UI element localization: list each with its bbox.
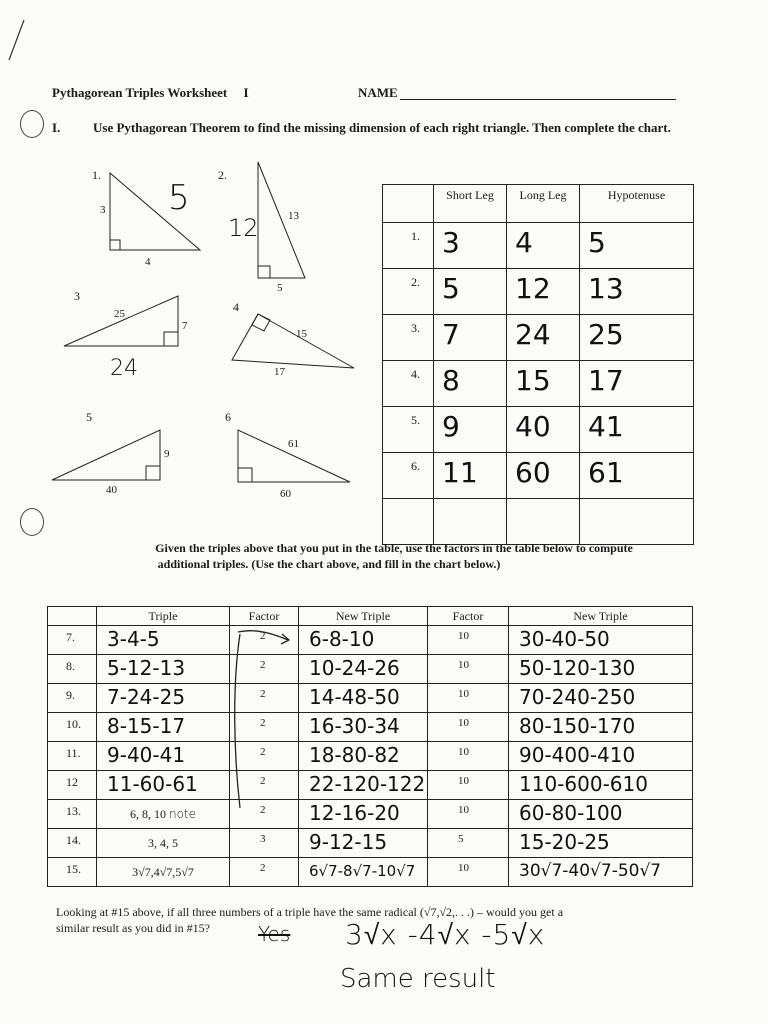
short-leg-cell[interactable]: 3 <box>434 223 507 269</box>
factor-cell: 2 <box>230 858 299 887</box>
table-row <box>48 858 693 887</box>
factor-cell: 3 <box>230 829 299 858</box>
long-leg-cell[interactable]: 24 <box>507 315 580 361</box>
row-number: 9. <box>48 684 97 713</box>
section2-instructions: Given the triples above that you put in the table, use the factors in the table below to compute additional triples. (Use the chart above, and fill in the chart below.) <box>155 541 633 571</box>
chart-header-triple: Triple <box>97 607 230 626</box>
new-triple-cell[interactable]: 12-16-20 <box>299 800 428 829</box>
new-triple-cell-2[interactable]: 50-120-130 <box>509 655 693 684</box>
new-triple-cell[interactable]: 16-30-34 <box>299 713 428 742</box>
section1-instructions: Use Pythagorean Theorem to find the missing dimension of each right triangle. Then complete the chart. <box>93 120 671 135</box>
hypotenuse-cell[interactable]: 13 <box>580 269 694 315</box>
question-answer-yes: Yes <box>258 922 291 946</box>
row-number <box>383 499 434 545</box>
row-number: 5. <box>383 407 434 453</box>
row-number: 6. <box>383 453 434 499</box>
new-triple-cell-2[interactable]: 15-20-25 <box>509 829 693 858</box>
new-triple-cell[interactable]: 22-120-122 <box>299 771 428 800</box>
hypotenuse-cell[interactable] <box>580 499 694 545</box>
triple-cell[interactable]: 11-60-61 <box>97 771 230 800</box>
chart-header-blank <box>48 607 97 626</box>
long-leg-cell[interactable]: 15 <box>507 361 580 407</box>
triangle-2-side-b: 5 <box>277 282 283 294</box>
row-number: 15. <box>48 858 97 887</box>
table-row <box>48 771 693 800</box>
new-triple-cell-2[interactable]: 30√7-40√7-50√7 <box>509 858 693 887</box>
question-text: Looking at #15 above, if all three numbers of a triple have the same radical (√7,√2,. . .) – would you get a similar result as you did in #15? <box>56 905 564 935</box>
row-number: 7. <box>48 626 97 655</box>
factor-cell-2: 10 <box>428 684 509 713</box>
margin-note: note <box>168 807 197 821</box>
long-leg-cell[interactable] <box>507 499 580 545</box>
triangle-1-number: 1. <box>92 168 101 182</box>
factor-cell: 2 <box>230 626 299 655</box>
triangle-3-number: 3 <box>74 289 80 303</box>
hypotenuse-cell[interactable]: 61 <box>580 453 694 499</box>
row-number: 13. <box>48 800 97 829</box>
question-answer-expression: 3√x -4√x -5√x <box>345 918 546 951</box>
table-row <box>48 684 693 713</box>
name-line[interactable] <box>400 99 676 100</box>
chart-header-new-triple: New Triple <box>299 607 428 626</box>
chart-header-factor-2: Factor <box>428 607 509 626</box>
hypotenuse-cell[interactable]: 25 <box>580 315 694 361</box>
triangle-1-side-b: 4 <box>145 256 151 268</box>
new-triple-cell[interactable]: 6√7-8√7-10√7 <box>299 858 428 887</box>
row-number: 4. <box>383 361 434 407</box>
triangle-1 <box>100 168 210 258</box>
triangle-2 <box>250 158 310 283</box>
hypotenuse-cell[interactable]: 41 <box>580 407 694 453</box>
short-leg-cell[interactable]: 8 <box>434 361 507 407</box>
table-row <box>48 713 693 742</box>
table-row <box>383 453 694 499</box>
triangle-5 <box>48 426 166 484</box>
table-row <box>48 800 693 829</box>
chart-header-long-leg: Long Leg <box>507 185 580 223</box>
name-label: NAME <box>358 85 398 100</box>
short-leg-cell[interactable]: 11 <box>434 453 507 499</box>
triangle-5-number: 5 <box>86 410 92 424</box>
table-row <box>383 361 694 407</box>
chart-header-hypotenuse: Hypotenuse <box>580 185 694 223</box>
triangle-6 <box>232 426 354 486</box>
table-row <box>48 626 693 655</box>
row-number: 8. <box>48 655 97 684</box>
row-number: 1. <box>383 223 434 269</box>
factor-cell-2: 10 <box>428 655 509 684</box>
chart-header-blank <box>383 185 434 223</box>
factor-cell: 2 <box>230 713 299 742</box>
factor-cell-2: 10 <box>428 771 509 800</box>
new-triple-cell-2[interactable]: 90-400-410 <box>509 742 693 771</box>
triangle-3 <box>60 292 185 352</box>
chart-header-new-triple-2: New Triple <box>509 607 693 626</box>
factor-cell-2: 5 <box>428 829 509 858</box>
row-number: 10. <box>48 713 97 742</box>
triangle-2-side-hyp: 13 <box>288 210 299 222</box>
triangle-chart <box>382 184 694 545</box>
table-row <box>383 315 694 361</box>
long-leg-cell[interactable]: 4 <box>507 223 580 269</box>
chart-header-row <box>383 185 694 223</box>
triple-cell[interactable]: 9-40-41 <box>97 742 230 771</box>
triple-cell: 6, 8, 10 note <box>97 800 230 829</box>
table-row <box>48 829 693 858</box>
row-number: 12 <box>48 771 97 800</box>
triangle-6-number: 6 <box>225 410 231 424</box>
long-leg-cell[interactable]: 60 <box>507 453 580 499</box>
section-number: I. <box>52 120 61 135</box>
table-row <box>48 742 693 771</box>
factor-cell: 2 <box>230 742 299 771</box>
row-number: 3. <box>383 315 434 361</box>
new-triple-cell-2[interactable]: 30-40-50 <box>509 626 693 655</box>
factor-cell-2: 10 <box>428 858 509 887</box>
triangle-4-side-hyp: 17 <box>274 366 285 378</box>
new-triple-cell-2[interactable]: 70-240-250 <box>509 684 693 713</box>
factor-cell-2: 10 <box>428 800 509 829</box>
new-triple-cell[interactable]: 14-48-50 <box>299 684 428 713</box>
triple-cell: 3√7,4√7,5√7 <box>97 858 230 887</box>
long-leg-cell[interactable]: 12 <box>507 269 580 315</box>
new-triple-cell-2[interactable]: 60-80-100 <box>509 800 693 829</box>
triangle-4 <box>228 306 360 372</box>
short-leg-cell[interactable]: 5 <box>434 269 507 315</box>
new-triple-cell[interactable]: 10-24-26 <box>299 655 428 684</box>
table-row <box>383 223 694 269</box>
triangle-2-answer: 12 <box>228 214 259 242</box>
new-triple-cell[interactable]: 9-12-15 <box>299 829 428 858</box>
punch-hole-middle <box>20 508 44 536</box>
worksheet-title: Pythagorean Triples Worksheet I <box>52 85 249 100</box>
short-leg-cell[interactable]: 9 <box>434 407 507 453</box>
chart-header-short-leg: Short Leg <box>434 185 507 223</box>
factor-cell: 2 <box>230 771 299 800</box>
triangle-5-side-a: 9 <box>164 448 170 460</box>
triangle-6-side-hyp: 61 <box>288 438 299 450</box>
triangle-3-answer: 24 <box>110 356 138 381</box>
question-answer-text: Same result <box>340 964 496 994</box>
triple-cell: 3, 4, 5 <box>97 829 230 858</box>
row-number: 2. <box>383 269 434 315</box>
short-leg-cell[interactable] <box>434 499 507 545</box>
triple-cell[interactable]: 8-15-17 <box>97 713 230 742</box>
row-number: 14. <box>48 829 97 858</box>
table-row <box>383 269 694 315</box>
pen-mark <box>6 18 26 64</box>
new-triple-cell[interactable]: 18-80-82 <box>299 742 428 771</box>
table-row <box>383 499 694 545</box>
triple-cell[interactable]: 7-24-25 <box>97 684 230 713</box>
triple-cell[interactable]: 5-12-13 <box>97 655 230 684</box>
factor-cell: 2 <box>230 655 299 684</box>
punch-hole-top <box>20 110 44 138</box>
new-triple-cell[interactable]: 6-8-10 <box>299 626 428 655</box>
triangle-1-answer: 5 <box>168 178 190 218</box>
chart-header-row <box>48 607 693 626</box>
new-triple-cell-2[interactable]: 110-600-610 <box>509 771 693 800</box>
triangle-3-side-hyp: 25 <box>114 308 125 320</box>
short-leg-cell[interactable]: 7 <box>434 315 507 361</box>
triangle-3-side-a: 7 <box>182 320 188 332</box>
triangle-4-number: 4 <box>233 300 239 314</box>
hypotenuse-cell[interactable]: 5 <box>580 223 694 269</box>
factor-cell-2: 10 <box>428 742 509 771</box>
long-leg-cell[interactable]: 40 <box>507 407 580 453</box>
bracket-arrow-mark <box>226 626 296 816</box>
factor-cell: 2 <box>230 800 299 829</box>
hypotenuse-cell[interactable]: 17 <box>580 361 694 407</box>
chart-header-factor: Factor <box>230 607 299 626</box>
factor-cell-2: 10 <box>428 713 509 742</box>
factor-cell-2: 10 <box>428 626 509 655</box>
triangle-2-number: 2. <box>218 168 227 182</box>
triple-cell[interactable]: 3-4-5 <box>97 626 230 655</box>
new-triple-cell-2[interactable]: 80-150-170 <box>509 713 693 742</box>
table-row <box>48 655 693 684</box>
triangle-4-side-a: 15 <box>296 328 307 340</box>
row-number: 11. <box>48 742 97 771</box>
triangle-5-side-b: 40 <box>106 484 117 496</box>
triangle-1-side-a: 3 <box>100 204 106 216</box>
factor-cell: 2 <box>230 684 299 713</box>
table-row <box>383 407 694 453</box>
triangle-6-side-b: 60 <box>280 488 291 500</box>
triples-chart <box>47 606 693 887</box>
